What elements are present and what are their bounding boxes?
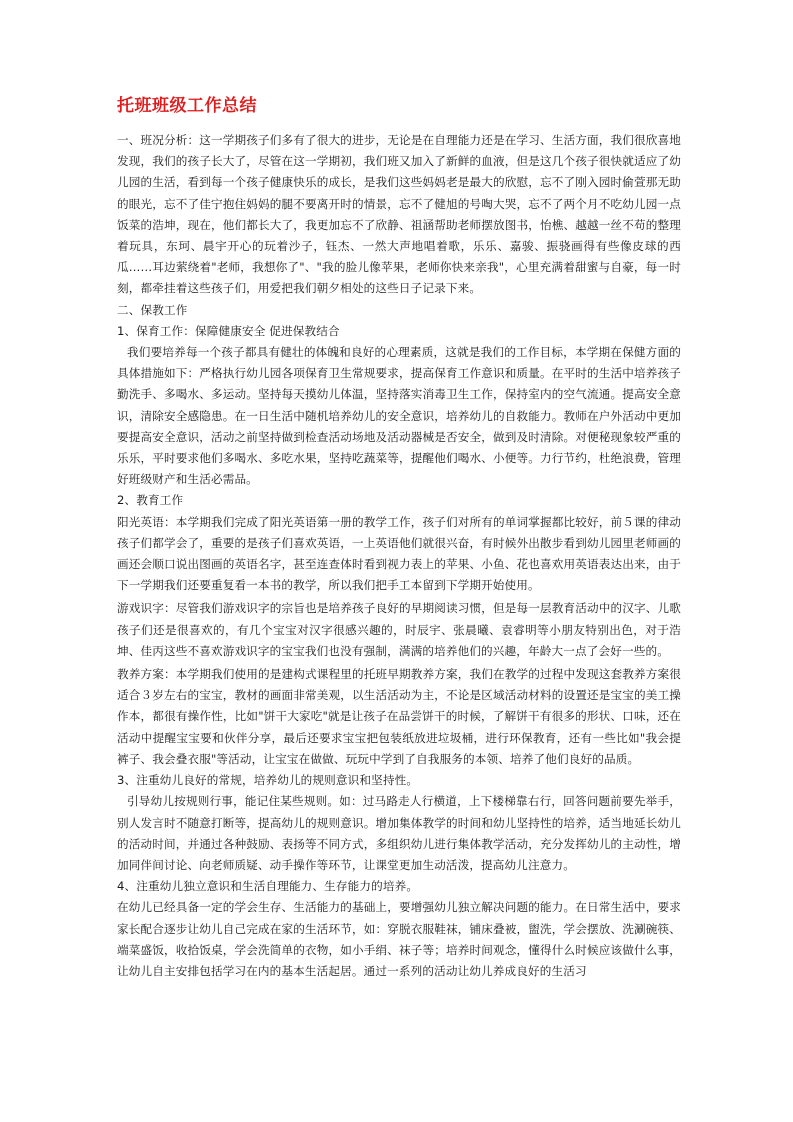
paragraph-game-literacy: 游戏识字：尽管我们游戏识字的宗旨也是培养孩子良好的早期阅读习惯，但是每一层教育活动中的汉字、儿歌孩子们还是很喜欢的，有几个宝宝对汉字很感兴趣的，时辰宇、张晨曦、袁睿明等小朋友特别出色，对于浩坤、佳丙这些不喜欢游戏识字的宝宝我们也没有强制，满满的培养他们的兴趣，年龄大一点了会好一些的。 <box>117 601 681 658</box>
heading-independence: 4、注重幼儿独立意识和生活自理能力、生存能力的培养。 <box>117 879 419 894</box>
paragraph-class-analysis: 一、班况分析：这一学期孩子们多有了很大的进步，无论是在自理能力还是在学习、生活方面，我们很欣喜地发现，我们的孩子长大了，尽管在这一学期初，我们班又加入了新鲜的血液，但是这几个孩子很快就适应了幼儿园的生活，看到每一个孩子健康快乐的成长，是我们这些妈妈老是最大的欣慰，忘不了刚入园时偷萱那无助的眼光，忘不了佳宁抱住妈妈的腿不要离开时的情景，忘不了健旭的号啕大哭，忘不了两个月不吃幼儿园一点饭菜的浩坤，现在，他们都长大了，我更加忘不了欣静、祖涵帮助老师摆放图书，怡樵、越越一丝不苟的整理着玩具，东珂、晨宇开心的玩着沙子，钰杰、一然大声地唱着歌，乐乐、嘉骏、振骁画得有些像皮球的西瓜……耳边萦绕着"老师，我想你了"、"我的脸儿像苹果，老师你快来亲我"，心里充满着甜蜜与自豪，每一时刻，都牵挂着这些孩子们，用爱把我们朝夕相处的这些日子记录下来。 <box>117 133 681 296</box>
document-title: 托班班级工作总结 <box>117 96 257 116</box>
heading-routine-rules: 3、注重幼儿良好的常规，培养幼儿的规则意识和坚持性。 <box>117 773 419 788</box>
paragraph-teaching-plan: 教养方案：本学期我们使用的是建构式课程里的托班早期教养方案，我们在教学的过程中发现这套教养方案很适合３岁左右的宝宝，教材的画面非常美观，以生活活动为主，不论是区域活动材料的设置还是宝宝的美工操作本，都很有操作性，比如"饼干大家吃"就是让孩子在品尝饼干的时候，了解饼干有很多的形状、口味，还在活动中提醒宝宝要和伙伴分享，最后还要求宝宝把包装纸放进垃圾桶，进行环保教育，还有一些比如"我会提裤子、我会叠衣服"等活动，让宝宝在做做、玩玩中学到了自我服务的本领、培养了他们良好的品质。 <box>117 667 681 766</box>
paragraph-care-work: 我们要培养每一个孩子都具有健壮的体魄和良好的心理素质，这就是我们的工作目标，本学期在保健方面的具体措施如下：严格执行幼儿园各项保育卫生常规要求，提高保育工作意识和质量。在平时的生活中培养孩子勤洗手、多喝水、多运动。坚持每天摸幼儿体温，坚持落实消毒卫生工作，保持室内的空气流通。提高安全意识，清除安全感隐患。在一日生活中随机培养幼儿的安全意识，培养幼儿的自救能力。教师在户外活动中更加要提高安全意识，活动之前坚持做到检查活动场地及活动器械是否安全，做到及时清除。对便秘现象较严重的乐乐，平时要求他们多喝水、多吃水果，坚持吃蔬菜等，提醒他们喝水、小便等。力行节约，杜绝浪费，管理好班级财产和生活必需品。 <box>117 345 681 487</box>
paragraph-independence: 在幼儿已经具备一定的学会生存、生活能力的基础上，要增强幼儿独立解决问题的能力。在日常生活中，要求家长配合逐步让幼儿自己完成在家的生活环节，如：穿脱衣服鞋袜，铺床叠被，盥洗，学会摆放、洗涮碗筷、端菜盛饭，收拾饭桌，学会洗简单的衣物，如小手绢、袜子等；培养时间观念，懂得什么时候应该做什么事，让幼儿自主安排包括学习在内的基本生活起居。通过一系列的活动让幼儿养成良好的生活习 <box>117 900 681 978</box>
heading-education-work: 2、教育工作 <box>117 493 184 508</box>
document-body <box>117 130 681 982</box>
heading-care-education: 二、保教工作 <box>117 302 188 317</box>
heading-care-work: 1、保育工作：保障健康安全 促进保教结合 <box>117 323 340 338</box>
paragraph-sunshine-english: 阳光英语：本学期我们完成了阳光英语第一册的教学工作，孩子们对所有的单词掌握都比较好，前５课的律动孩子们都学会了，重要的是孩子们喜欢英语，一上英语他们就很兴奋，有时候外出散步看到幼儿园里老师画的画还会顺口说出图画的英语名字，甚至连查体时看到视力表上的苹果、小鱼、花也喜欢用英语表达出来，由于下一学期我们还要重复看一本书的教学，所以我们把手工本留到下学期开始使用。 <box>117 514 681 593</box>
paragraph-routine-rules: 引导幼儿按规则行事，能记住某些规则。如：过马路走人行横道，上下楼梯靠右行，回答问题前要先举手，别人发言时不随意打断等，提高幼儿的规则意识。增加集体教学的时间和幼儿坚持性的培养，适当地延长幼儿的活动时间，并通过各种鼓励、表扬等不同方式，多组织幼儿进行集体教学活动，充分发挥幼儿的主动性，增加同伴间讨论、向老师质疑、动手操作等环节，让课堂更加生动活泼，提高幼儿注意力。 <box>117 794 681 872</box>
